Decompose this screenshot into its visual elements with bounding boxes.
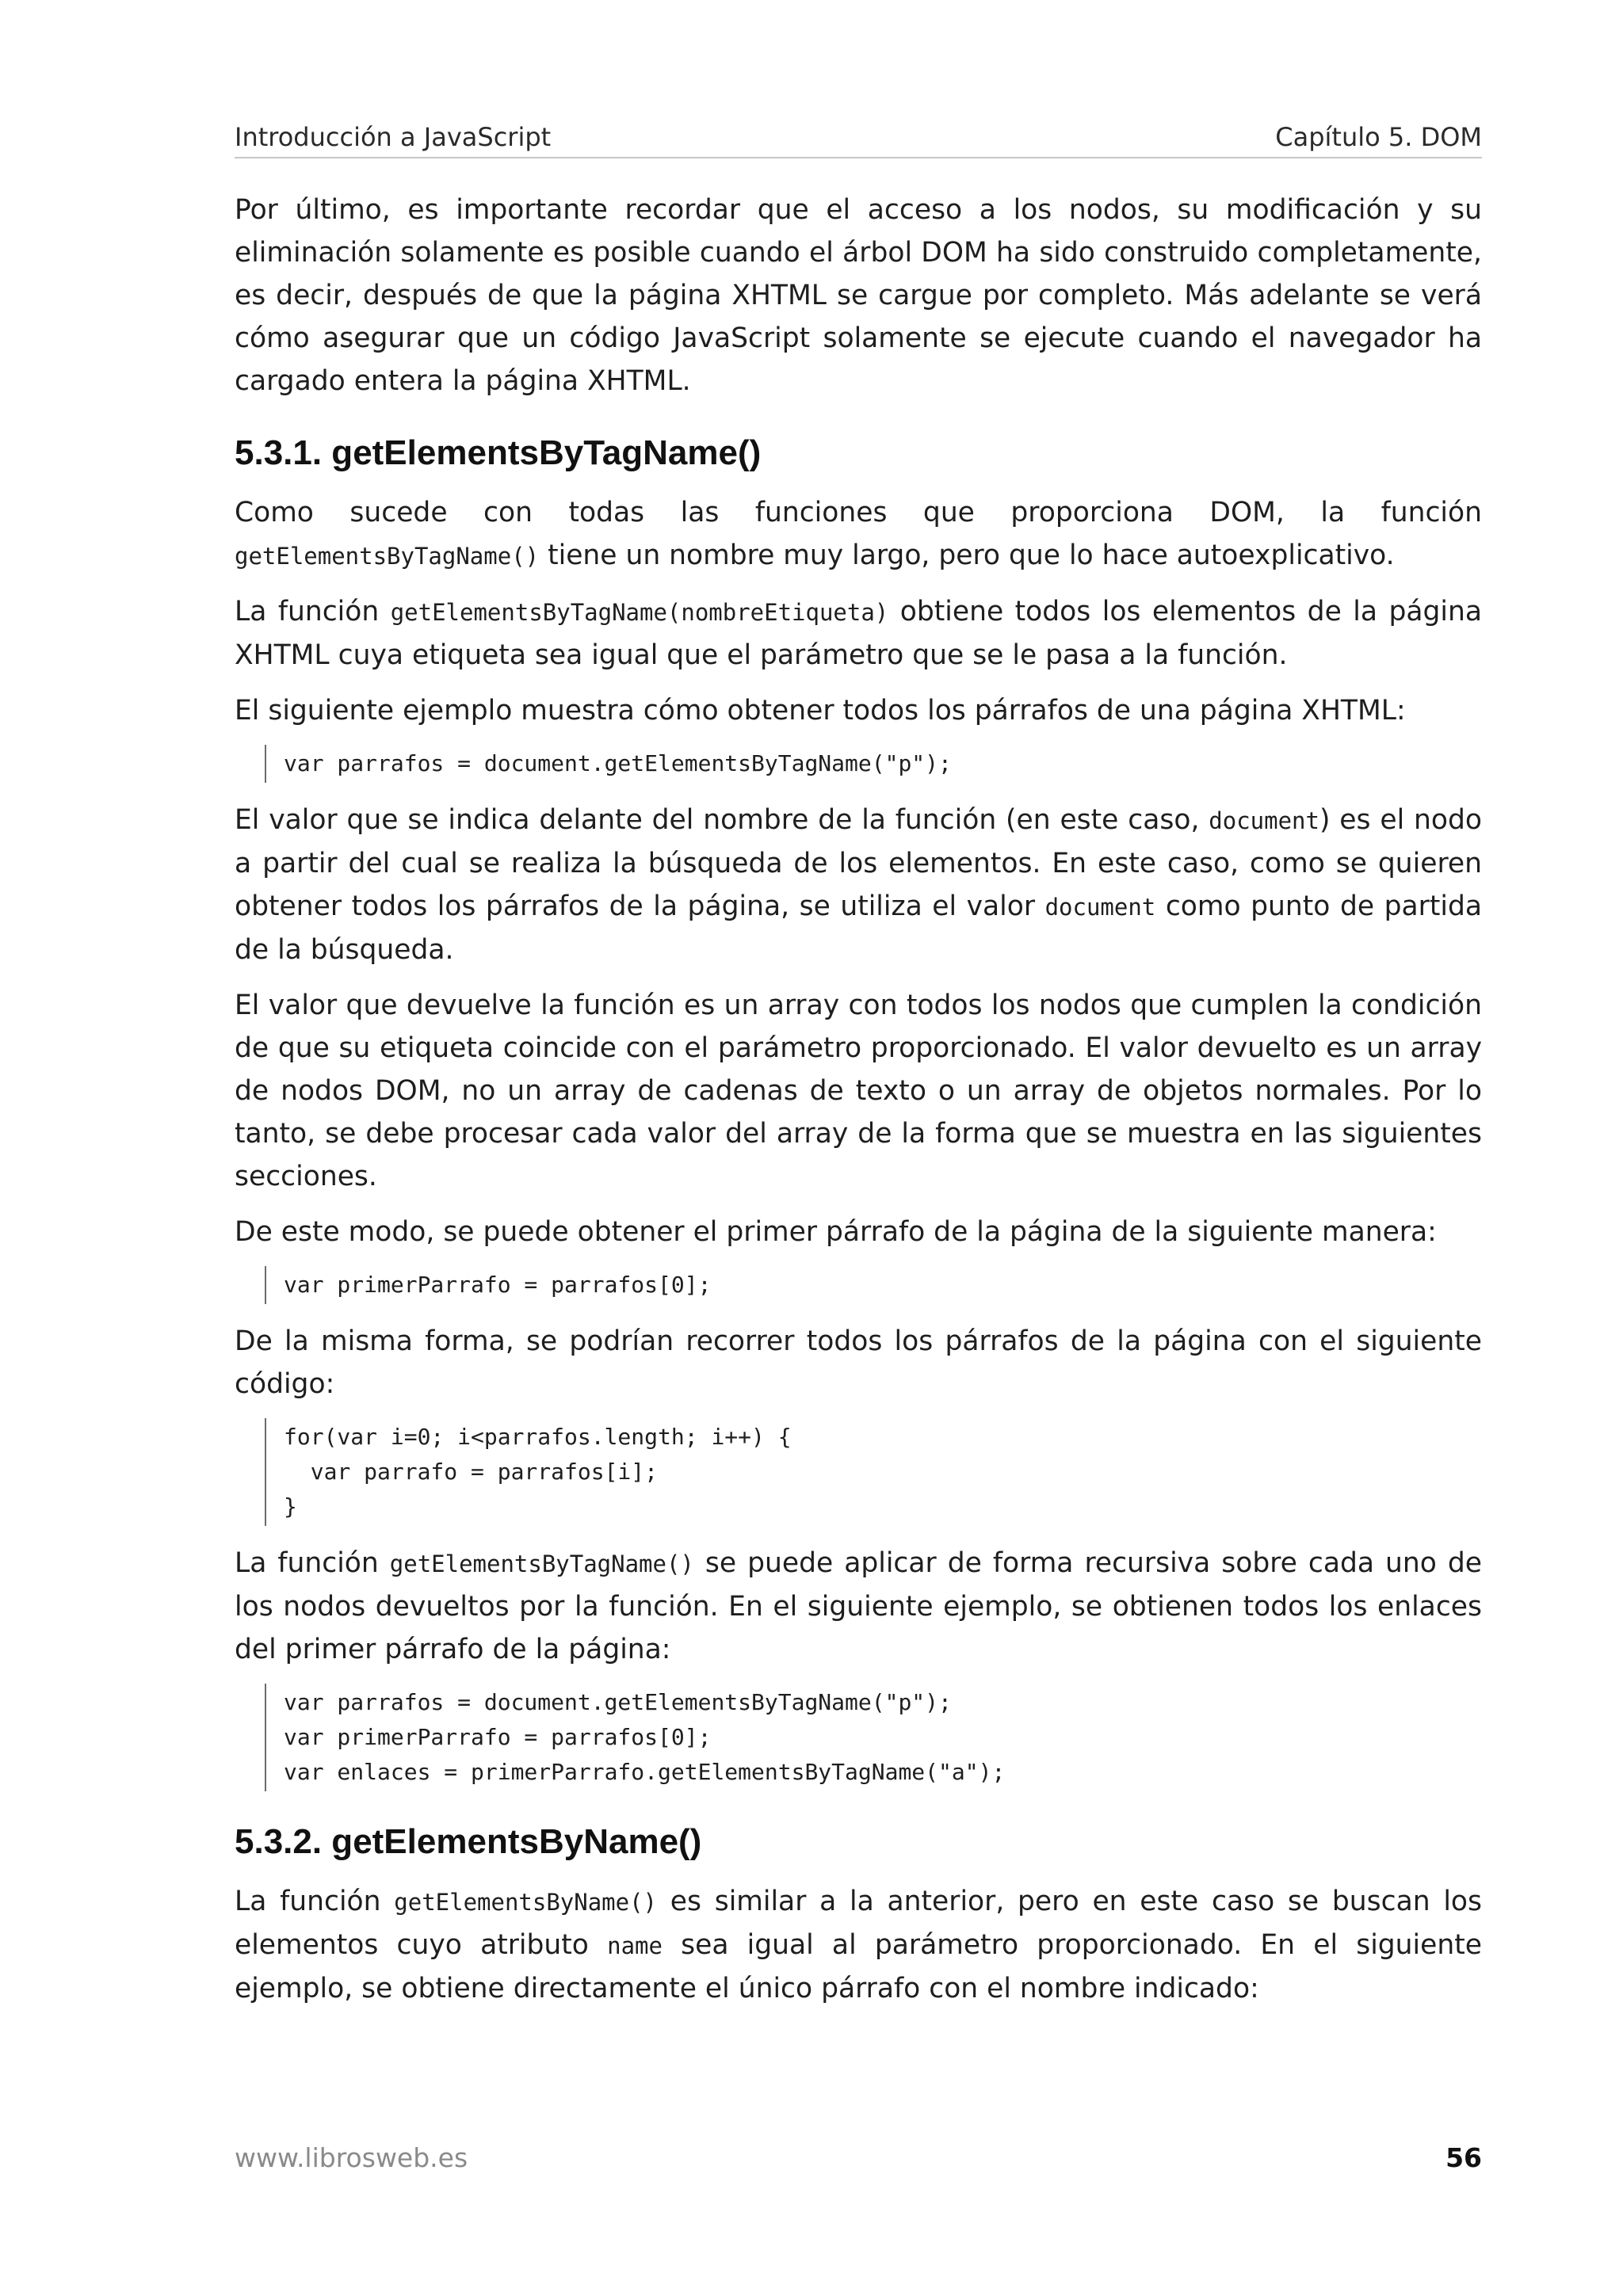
code-block-get-paragraphs: [265, 745, 1482, 783]
inline-code: getElementsByTagName(): [235, 543, 540, 570]
text-run: obtiene todos los elementos de la página XHTML cuya etiqueta sea igual que el parámetro que se le pasa a la función.: [235, 596, 1483, 671]
section-heading-getelementsbyname: 5.3.2. getElementsByName(): [235, 1822, 702, 1861]
code-line: var parrafo = parrafos[i];: [284, 1459, 659, 1485]
paragraph-recursive: [235, 1542, 1482, 1671]
book-title: Introducción a JavaScript: [235, 122, 552, 152]
chapter-title: Capítulo 5. DOM: [1275, 122, 1482, 152]
text-run: como punto de partida de la búsqueda.: [235, 891, 1482, 966]
text-run: La función: [235, 1886, 395, 1917]
text-run: tiene un nombre muy largo, pero que lo hace autoexplicativo.: [539, 540, 1395, 571]
website-link[interactable]: www.librosweb.es: [235, 2142, 468, 2173]
text-run: El valor que se indica delante del nombre de la función (en este caso,: [235, 804, 1209, 836]
code-line: var primerParrafo = parrafos[0];: [284, 1724, 712, 1750]
paragraph-function-description: [235, 590, 1482, 677]
running-footer: [235, 2142, 1482, 2180]
code-line: var enlaces = primerParrafo.getElementsByTagName("a");: [284, 1759, 1006, 1785]
text-run: es similar a la anterior, pero en este caso se buscan los elementos cuyo atributo: [235, 1886, 1483, 1961]
code-block-links: [265, 1684, 1482, 1791]
paragraph-return-value: El valor que devuelve la función es un array con todos los nodos que cumplen la condición de que su etiqueta coincide con el parámetro proporcionado. El valor devuelto es un array de nodos DOM, no un array de cadenas de texto o un array de objetos normales. Por lo tanto, se debe procesar cada valor del array de la forma que se muestra en las siguientes secciones.: [235, 990, 1482, 1192]
inline-code: name: [607, 1932, 663, 1959]
paragraph-document-node: [235, 799, 1482, 971]
paragraph-first-paragraph: De este modo, se puede obtener el primer párrafo de la página de la siguiente manera:: [235, 1216, 1437, 1248]
text-run: La función: [235, 1547, 390, 1579]
text-run: ) es el nodo a partir del cual se realiza la búsqueda de los elementos. En este caso, como se quieren obtener todos los párrafos de la página, se utiliza el valor: [235, 804, 1482, 922]
paragraph-function-name: [235, 491, 1482, 578]
inline-code: getElementsByName(): [394, 1889, 658, 1916]
paragraph-intro: Por último, es importante recordar que el acceso a los nodos, su modificación y su eliminación solamente es posible cuando el árbol DOM ha sido construido completamente, es decir, después de que la página XHTML se cargue por completo. Más adelante se verá cómo asegurar que un código JavaScript solamente se ejecute cuando el navegador ha cargado entera la página XHTML.: [235, 194, 1482, 397]
section-heading-getelementsbytagname: 5.3.1. getElementsByTagName(): [235, 433, 762, 472]
code-block-loop: [265, 1418, 1482, 1526]
page-number: 56: [1445, 2142, 1482, 2173]
paragraph-example-intro: El siguiente ejemplo muestra cómo obtener todos los párrafos de una página XHTML:: [235, 695, 1406, 727]
text-run: Como sucede con todas las funciones que proporciona DOM, la función: [235, 497, 1482, 528]
paragraph-loop-intro: De la misma forma, se podrían recorrer todos los párrafos de la página con el siguiente código:: [235, 1325, 1482, 1400]
code-block-first-paragraph: [265, 1266, 1482, 1304]
code-line: var primerParrafo = parrafos[0];: [284, 1272, 712, 1298]
code-line: for(var i=0; i<parrafos.length; i++) {: [284, 1424, 792, 1450]
running-header: [235, 119, 1482, 158]
code-line: var parrafos = document.getElementsByTagName("p");: [284, 750, 952, 776]
inline-code: getElementsByTagName(nombreEtiqueta): [390, 599, 889, 626]
text-run: sea igual al parámetro proporcionado. En el siguiente ejemplo, se obtiene directamente el único párrafo con el nombre indicado:: [235, 1929, 1482, 2004]
inline-code: document: [1044, 894, 1156, 921]
paragraph-getelementsbyname: [235, 1880, 1482, 2010]
code-line: var parrafos = document.getElementsByTagName("p");: [284, 1689, 952, 1715]
text-run: La función: [235, 596, 391, 627]
code-line: }: [284, 1493, 297, 1520]
page-content: [235, 189, 1482, 2023]
inline-code: getElementsByTagName(): [389, 1550, 694, 1577]
text-run: se puede aplicar de forma recursiva sobre cada uno de los nodos devueltos por la función. En el siguiente ejemplo, se obtienen todos los enlaces del primer párrafo de la página:: [235, 1547, 1482, 1665]
document-page: [235, 0, 1482, 2296]
inline-code: document: [1209, 807, 1319, 834]
